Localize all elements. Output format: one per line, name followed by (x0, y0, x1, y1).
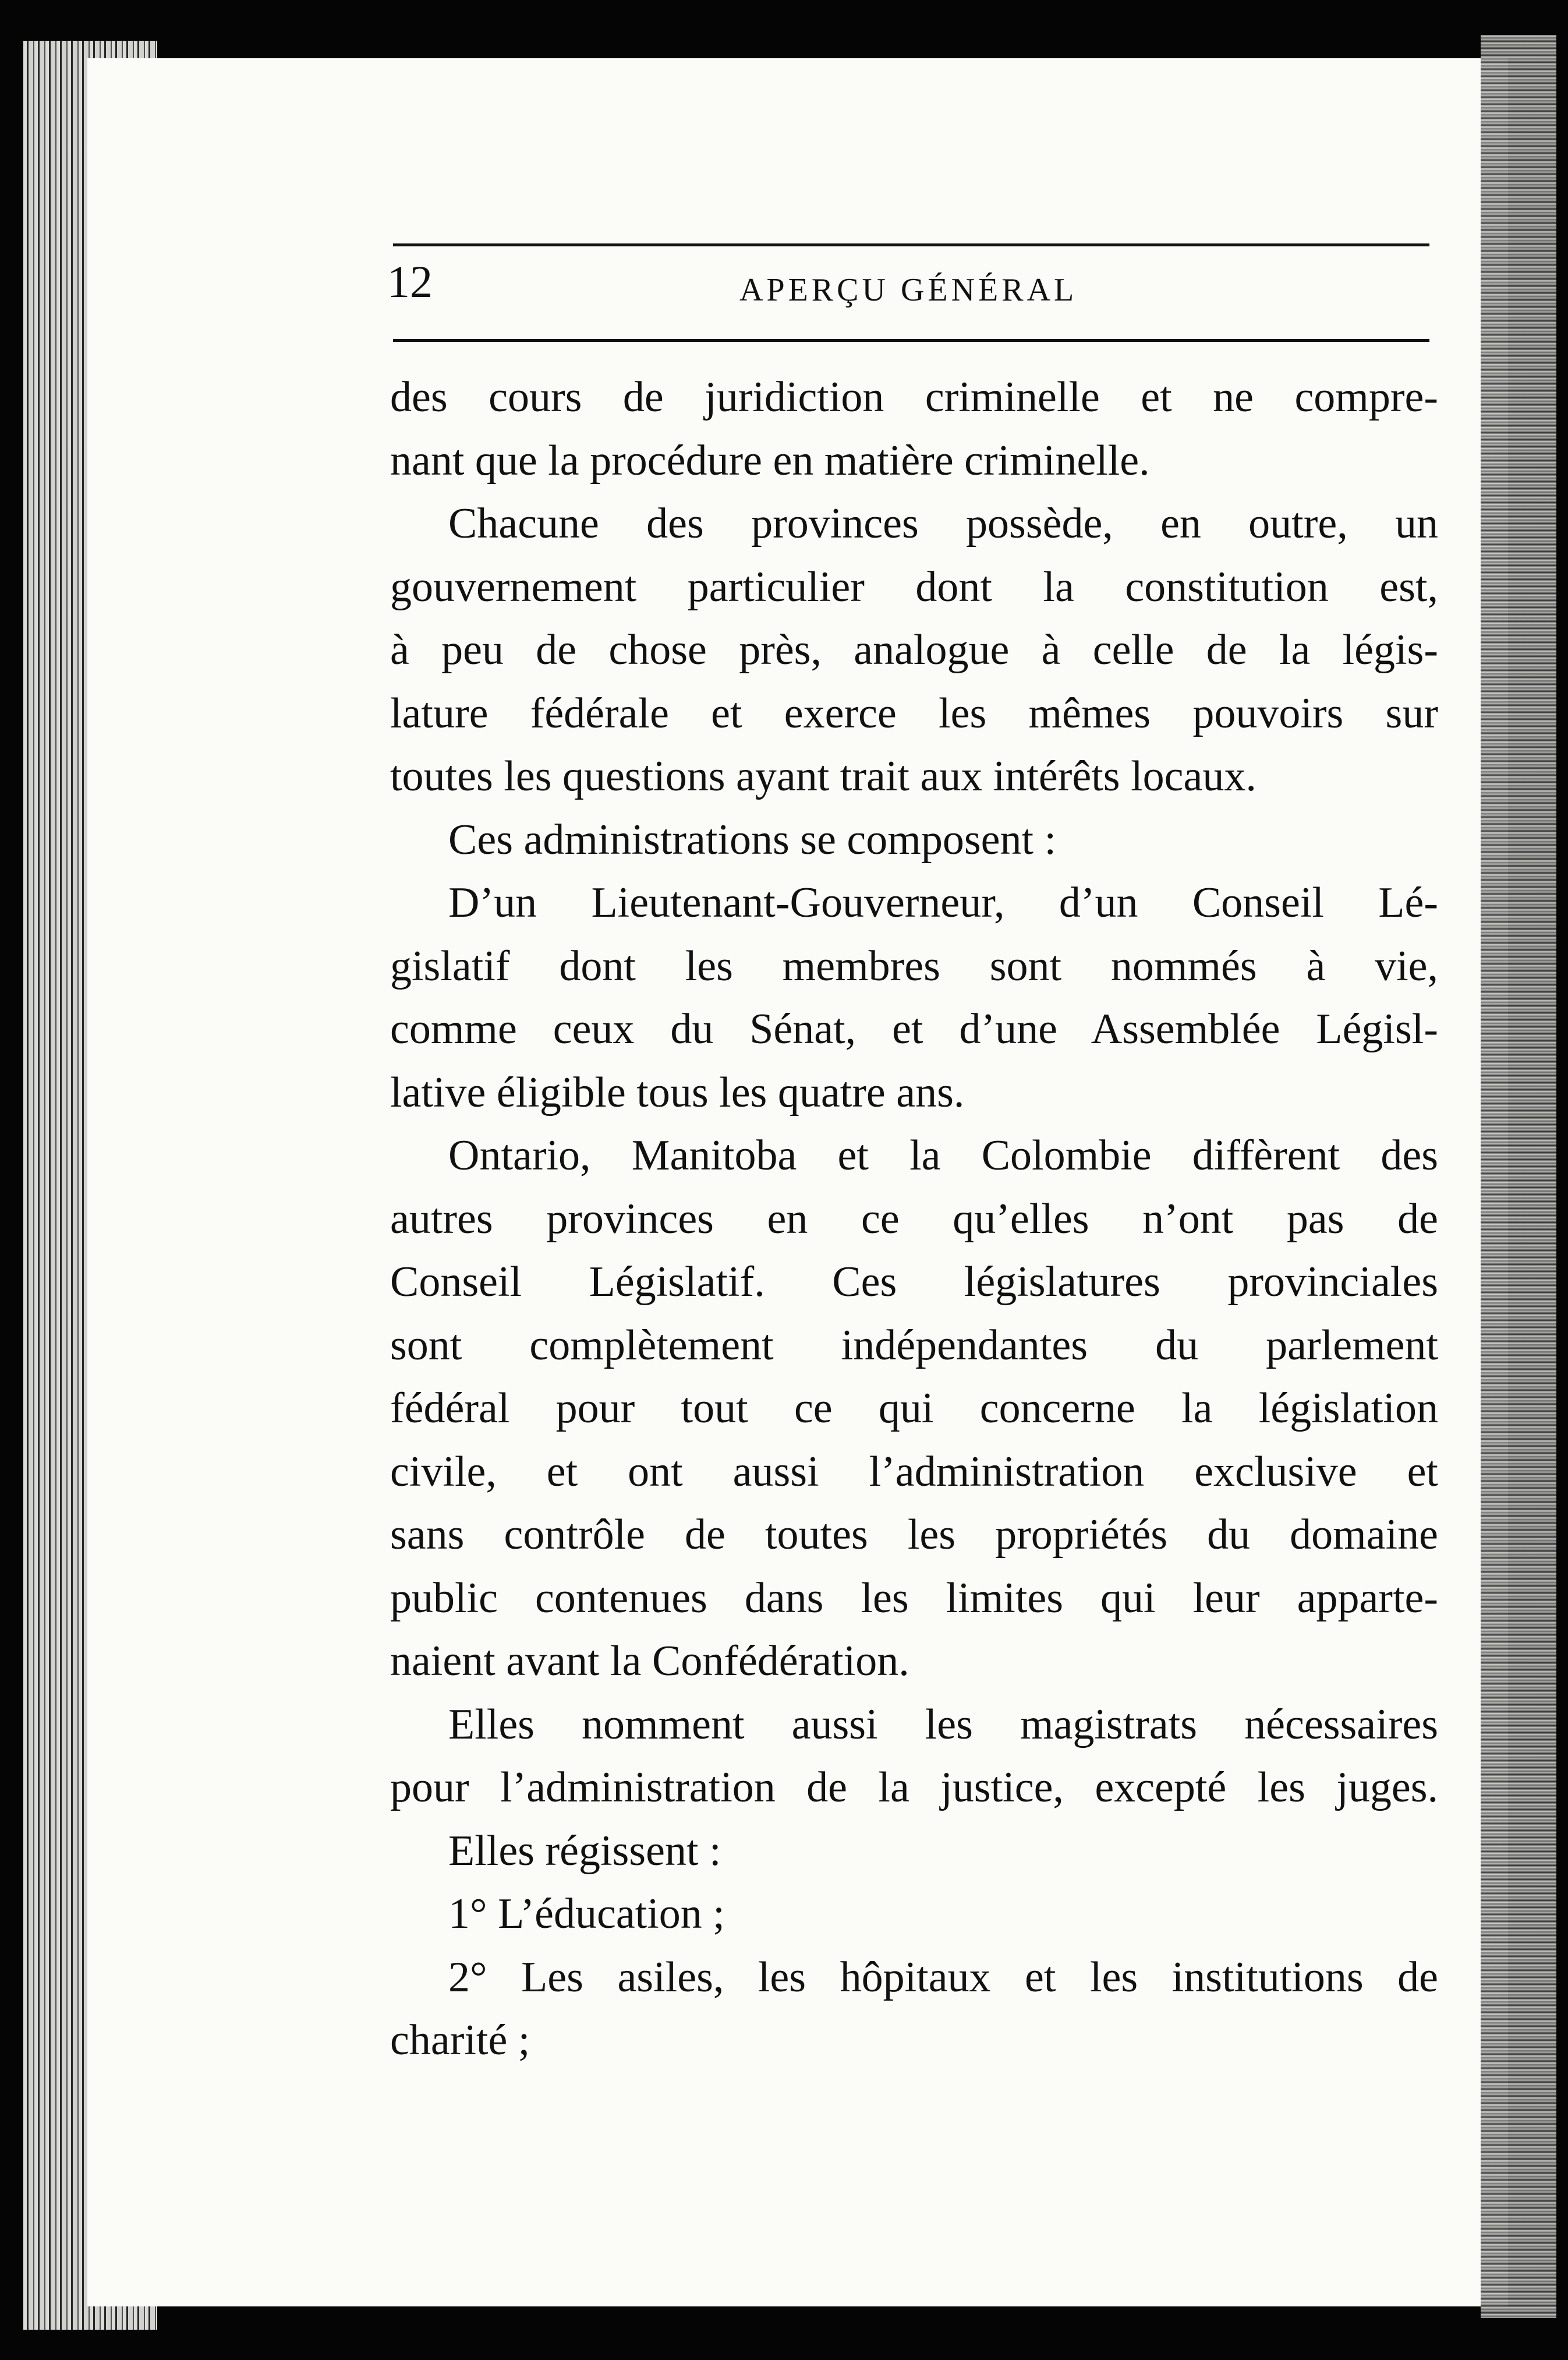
text-line: sans contrôle de toutes les propriétés du domaine (390, 1511, 1438, 1559)
text-line: nant que la procédure en matière criminelle. (390, 436, 1150, 485)
text-line: Ces administrations se composent : (448, 815, 1057, 864)
text-line: lative éligible tous les quatre ans. (390, 1068, 965, 1117)
page-number: 12 (387, 256, 433, 307)
text-line: à peu de chose près, analogue à celle de la légis- (390, 626, 1438, 674)
text-line: toutes les questions ayant trait aux intérêts locaux. (390, 752, 1256, 800)
text-line: 1° L’éducation ; (448, 1890, 725, 1938)
text-line: comme ceux du Sénat, et d’une Assemblée Législ- (390, 1005, 1438, 1053)
text-line: charité ; (390, 2016, 530, 2064)
scan-noise-edge (1481, 35, 1556, 2318)
text-line: public contenues dans les limites qui leur apparte- (390, 1574, 1438, 1622)
text-line: Elles régissent : (448, 1826, 721, 1875)
text-line: 2° Les asiles, les hôpitaux et les institutions de (448, 1953, 1438, 2001)
text-line: Ontario, Manitoba et la Colombie diffèrent des (448, 1132, 1438, 1179)
text-line: D’un Lieutenant-Gouverneur, d’un Conseil Lé- (448, 879, 1438, 927)
text-line: Chacune des provinces possède, en outre, un (448, 500, 1438, 547)
text-line: des cours de juridiction criminelle et ne compre- (390, 373, 1438, 421)
text-line: naient avant la Confédération. (390, 1637, 909, 1685)
running-head: APERÇU GÉNÉRAL (739, 272, 1078, 308)
text-line: autres provinces en ce qu’elles n’ont pas de (390, 1195, 1438, 1243)
text-line: Elles nomment aussi les magistrats nécessaires (448, 1700, 1438, 1748)
text-line: sont complètement indépendantes du parlement (390, 1321, 1438, 1369)
text-line: gislatif dont les membres sont nommés à vie, (390, 942, 1438, 990)
text-line: lature fédérale et exerce les mêmes pouvoirs sur (390, 689, 1438, 737)
header-rule-top (393, 243, 1429, 246)
header-rule-bottom (393, 339, 1429, 342)
text-line: Conseil Législatif. Ces législatures provinciales (390, 1258, 1438, 1306)
text-line: gouvernement particulier dont la constitution est, (390, 563, 1438, 611)
body-text (390, 366, 1438, 2072)
text-line: civile, et ont aussi l’administration exclusive et (390, 1447, 1438, 1496)
text-line: fédéral pour tout ce qui concerne la législation (390, 1384, 1438, 1432)
text-line: pour l’administration de la justice, excepté les juges. (390, 1764, 1438, 1811)
